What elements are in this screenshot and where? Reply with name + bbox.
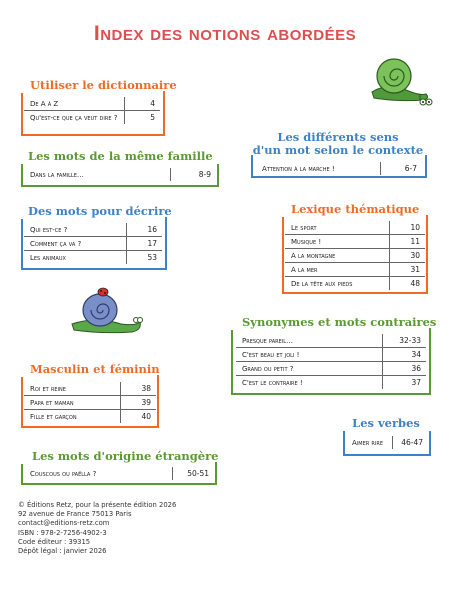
index-row: Grand ou petit ? 36	[236, 362, 426, 376]
index-row: Presque pareil… 32-33	[236, 334, 426, 348]
section-famille	[18, 150, 220, 181]
page-title: Index des notions abordées	[93, 22, 357, 45]
section-dictionnaire	[18, 78, 177, 124]
index-row: À la montagne 30	[285, 249, 425, 263]
index-row: Fille et garçon 40	[24, 410, 156, 423]
blue-snail-with-ladybug-illustration	[66, 280, 146, 334]
section-decrire	[18, 204, 172, 264]
index-row: Couscous ou paëlla ? 50-51	[24, 467, 214, 480]
section-title: Lexique thématique	[291, 202, 420, 216]
index-row: Musique ! 11	[285, 235, 425, 249]
section-title: Synonymes et mots contraires	[242, 315, 437, 329]
index-row: Comment ça va ? 17	[24, 237, 162, 251]
index-row: Attention à la marche ! 6-7	[256, 162, 422, 175]
section-lexique	[279, 203, 429, 290]
copyright-block	[18, 501, 176, 556]
index-row: Dans la famille… 8-9	[24, 168, 216, 181]
legal-deposit-line: Dépôt légal : janvier 2026	[18, 547, 107, 556]
section-title: Les mots d'origine étrangère	[32, 449, 219, 463]
index-row: Aimer rire 46-47	[346, 436, 428, 449]
section-title-line2: d'un mot selon le contexte	[252, 143, 424, 157]
address-line: 92 avenue de France 75013 Paris	[18, 510, 132, 519]
section-title: Utiliser le dictionnaire	[30, 78, 177, 92]
index-row: Roi et reine 38	[24, 382, 156, 396]
index-row: De la tête aux pieds 48	[285, 277, 425, 290]
section-etrangere	[18, 450, 218, 480]
index-row: Le sport 10	[285, 221, 425, 235]
section-masculin	[18, 363, 160, 423]
isbn-line: ISBN : 978-2-7256-4902-3	[18, 528, 107, 537]
index-row: Papa et maman 39	[24, 396, 156, 410]
index-row: C'est beau et joli ! 34	[236, 348, 426, 362]
section-title: Les verbes	[352, 416, 420, 430]
section-title: Les mots de la même famille	[28, 149, 213, 163]
section-title-line1: Les différents sens	[277, 130, 399, 144]
copyright-line: © Éditions Retz, pour la présente édition 2026	[18, 501, 177, 509]
publisher-code-line: Code éditeur : 39315	[18, 537, 91, 546]
index-row: De A à Z 4	[24, 97, 160, 111]
index-row: C'est le contraire ! 37	[236, 376, 426, 389]
index-row: Qui est-ce ? 16	[24, 223, 162, 237]
index-row: Qu'est-ce que ça veut dire ? 5	[24, 111, 160, 124]
section-sens	[248, 131, 428, 175]
section-verbes	[340, 417, 432, 449]
section-synonymes	[228, 315, 437, 389]
section-title: Des mots pour décrire	[28, 204, 172, 218]
green-snail-illustration	[368, 52, 438, 108]
section-title: Masculin et féminin	[30, 362, 160, 376]
index-row: À la mer 31	[285, 263, 425, 277]
index-row: Les animaux 53	[24, 251, 162, 264]
contact-email: contact@editions-retz.com	[18, 519, 110, 528]
